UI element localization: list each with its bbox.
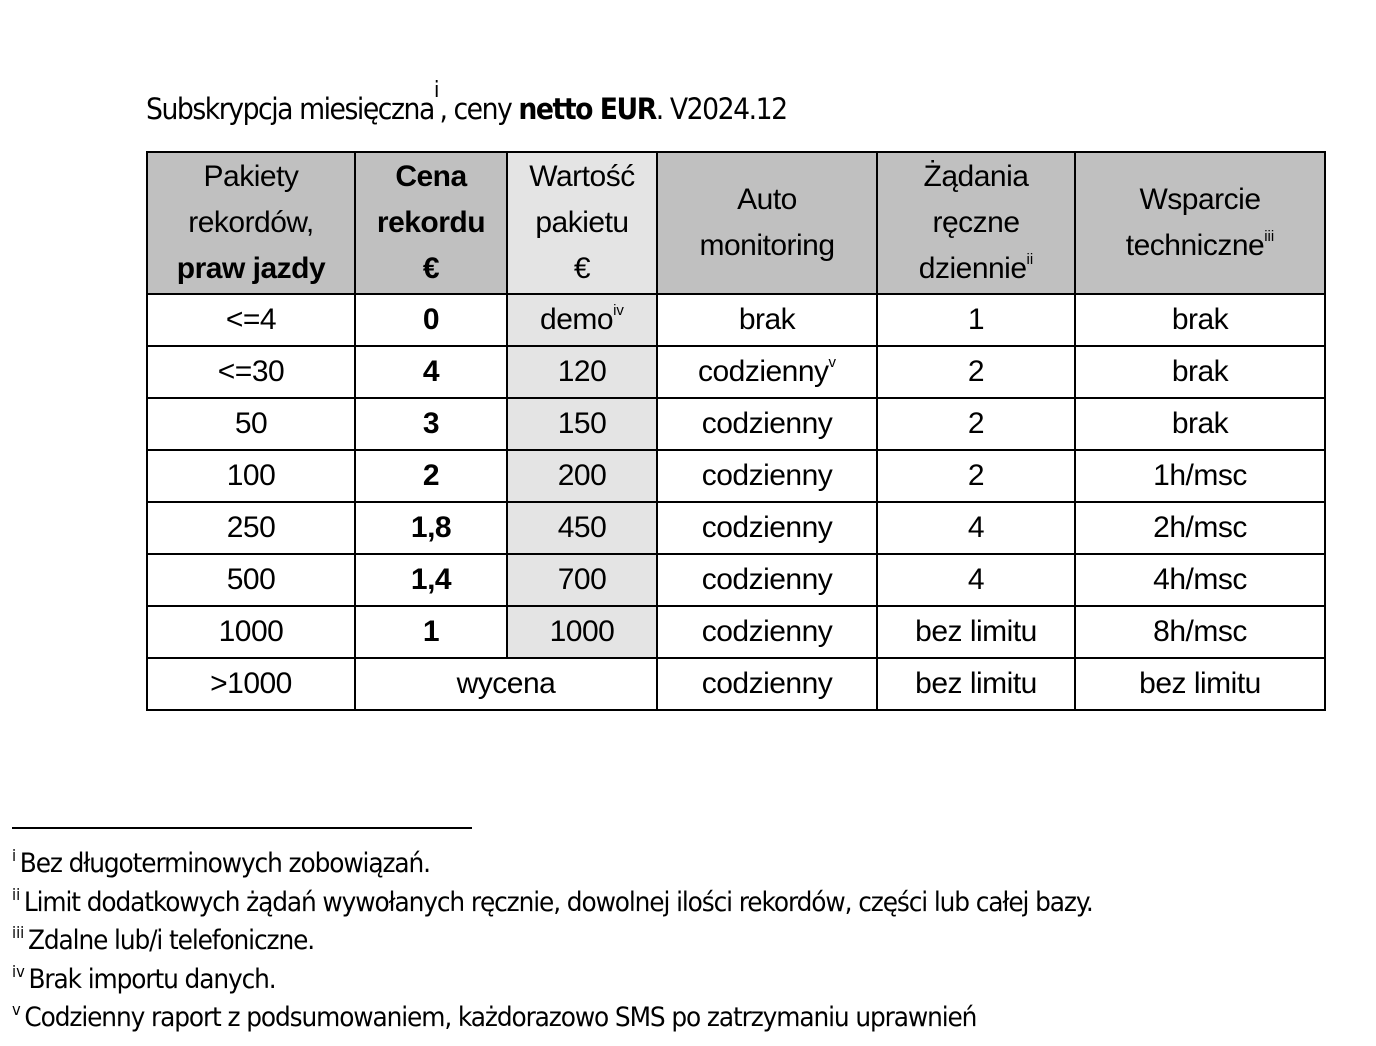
table-row xyxy=(147,606,1325,658)
cell-requests: 2 xyxy=(877,398,1075,450)
header-record-price: Cena rekordu € xyxy=(355,152,507,294)
table-row xyxy=(147,294,1325,346)
cell-requests: bez limitu xyxy=(877,658,1075,710)
table-row xyxy=(147,554,1325,606)
table-header-row xyxy=(147,152,1325,294)
header-manual-requests: Żądania ręczne dziennie$^{ii}$ xyxy=(877,152,1075,294)
cell-package: 100 xyxy=(147,450,355,502)
cell-package: 250 xyxy=(147,502,355,554)
cell-monitoring: brak xyxy=(657,294,877,346)
cell-monitoring: codzienny xyxy=(657,398,877,450)
cell-monitoring: codzienny xyxy=(657,606,877,658)
cell-requests: bez limitu xyxy=(877,606,1075,658)
footnote-mark: iv xyxy=(613,302,624,319)
cell-support: 2h/msc xyxy=(1075,502,1325,554)
title-version: . V2024.12 xyxy=(655,92,787,126)
header-package-value: Wartość pakietu € xyxy=(507,152,657,294)
cell-support: brak xyxy=(1075,398,1325,450)
footnote-item xyxy=(12,961,1093,1000)
footnote-mark: ii xyxy=(1026,251,1034,268)
footnote-mark: iii xyxy=(12,923,25,942)
cell-requests: 2 xyxy=(877,450,1075,502)
cell-requests: 1 xyxy=(877,294,1075,346)
footnote-mark: iv xyxy=(12,961,25,981)
cell-quote-merged: wycena xyxy=(355,658,657,710)
table-row-enterprise xyxy=(147,658,1325,710)
footnote-item xyxy=(12,884,1093,923)
cell-value: 150 xyxy=(507,398,657,450)
footnote-item xyxy=(12,845,1093,884)
pricing-table xyxy=(146,151,1326,711)
table-row xyxy=(147,502,1325,554)
header-auto-monitoring: Auto monitoring xyxy=(657,152,877,294)
header-tech-support: Wsparcie techniczne$^{iii}$ xyxy=(1075,152,1325,294)
cell-package: 50 xyxy=(147,398,355,450)
header-packages: Pakiety rekordów, praw jazdy xyxy=(147,152,355,294)
cell-value: 700 xyxy=(507,554,657,606)
cell-package: 500 xyxy=(147,554,355,606)
cell-monitoring: codzienny$^v$ xyxy=(657,346,877,398)
cell-support: brak xyxy=(1075,294,1325,346)
footnote-mark: i xyxy=(12,846,17,865)
title-middle: , ceny xyxy=(439,92,519,126)
cell-value: demo$^{iv}$ xyxy=(507,294,657,346)
table-row xyxy=(147,346,1325,398)
cell-requests: 4 xyxy=(877,554,1075,606)
cell-price: 1,8 xyxy=(355,502,507,554)
table-row xyxy=(147,450,1325,502)
cell-price: 1 xyxy=(355,606,507,658)
table-row xyxy=(147,398,1325,450)
cell-support: 1h/msc xyxy=(1075,450,1325,502)
cell-support: 8h/msc xyxy=(1075,606,1325,658)
cell-price: 3 xyxy=(355,398,507,450)
cell-requests: 2 xyxy=(877,346,1075,398)
cell-value: 120 xyxy=(507,346,657,398)
cell-support: bez limitu xyxy=(1075,658,1325,710)
footnote-text: Bez długoterminowych zobowiązań. xyxy=(19,848,430,879)
cell-support: 4h/msc xyxy=(1075,554,1325,606)
cell-price: 4 xyxy=(355,346,507,398)
footnote-separator xyxy=(12,827,472,829)
cell-price: 2 xyxy=(355,450,507,502)
footnote-mark: ii xyxy=(12,884,21,904)
cell-monitoring: codzienny xyxy=(657,450,877,502)
cell-value: 450 xyxy=(507,502,657,554)
cell-value: 200 xyxy=(507,450,657,502)
title-footnote-mark: i xyxy=(433,78,440,103)
footnote-item xyxy=(12,999,1093,1038)
cell-package: 1000 xyxy=(147,606,355,658)
footnote-mark: v xyxy=(12,1000,21,1019)
footnotes xyxy=(12,845,1093,1038)
cell-monitoring: codzienny xyxy=(657,554,877,606)
cell-support: brak xyxy=(1075,346,1325,398)
footnote-text: Brak importu danych. xyxy=(28,963,276,995)
cell-monitoring: codzienny xyxy=(657,502,877,554)
footnote-text: Codzienny raport z podsumowaniem, każdorazowo SMS po zatrzymaniu uprawnień xyxy=(24,1002,977,1033)
cell-value: 1000 xyxy=(507,606,657,658)
cell-package: >1000 xyxy=(147,658,355,710)
cell-package: <=30 xyxy=(147,346,355,398)
footnote-mark: iii xyxy=(1264,228,1275,245)
cell-package: <=4 xyxy=(147,294,355,346)
cell-requests: 4 xyxy=(877,502,1075,554)
footnote-mark: v xyxy=(828,354,837,371)
title-currency: netto EUR xyxy=(518,92,656,126)
footnote-text: Zdalne lub/i telefoniczne. xyxy=(27,925,315,956)
cell-monitoring: codzienny xyxy=(657,658,877,710)
document-title xyxy=(146,56,787,144)
title-prefix: Subskrypcja miesięczna xyxy=(146,92,434,126)
footnote-text: Limit dodatkowych żądań wywołanych ręcznie, dowolnej ilości rekordów, części lub całej bazy. xyxy=(23,886,1093,918)
cell-price: 1,4 xyxy=(355,554,507,606)
cell-price: 0 xyxy=(355,294,507,346)
footnote-item xyxy=(12,922,1093,961)
